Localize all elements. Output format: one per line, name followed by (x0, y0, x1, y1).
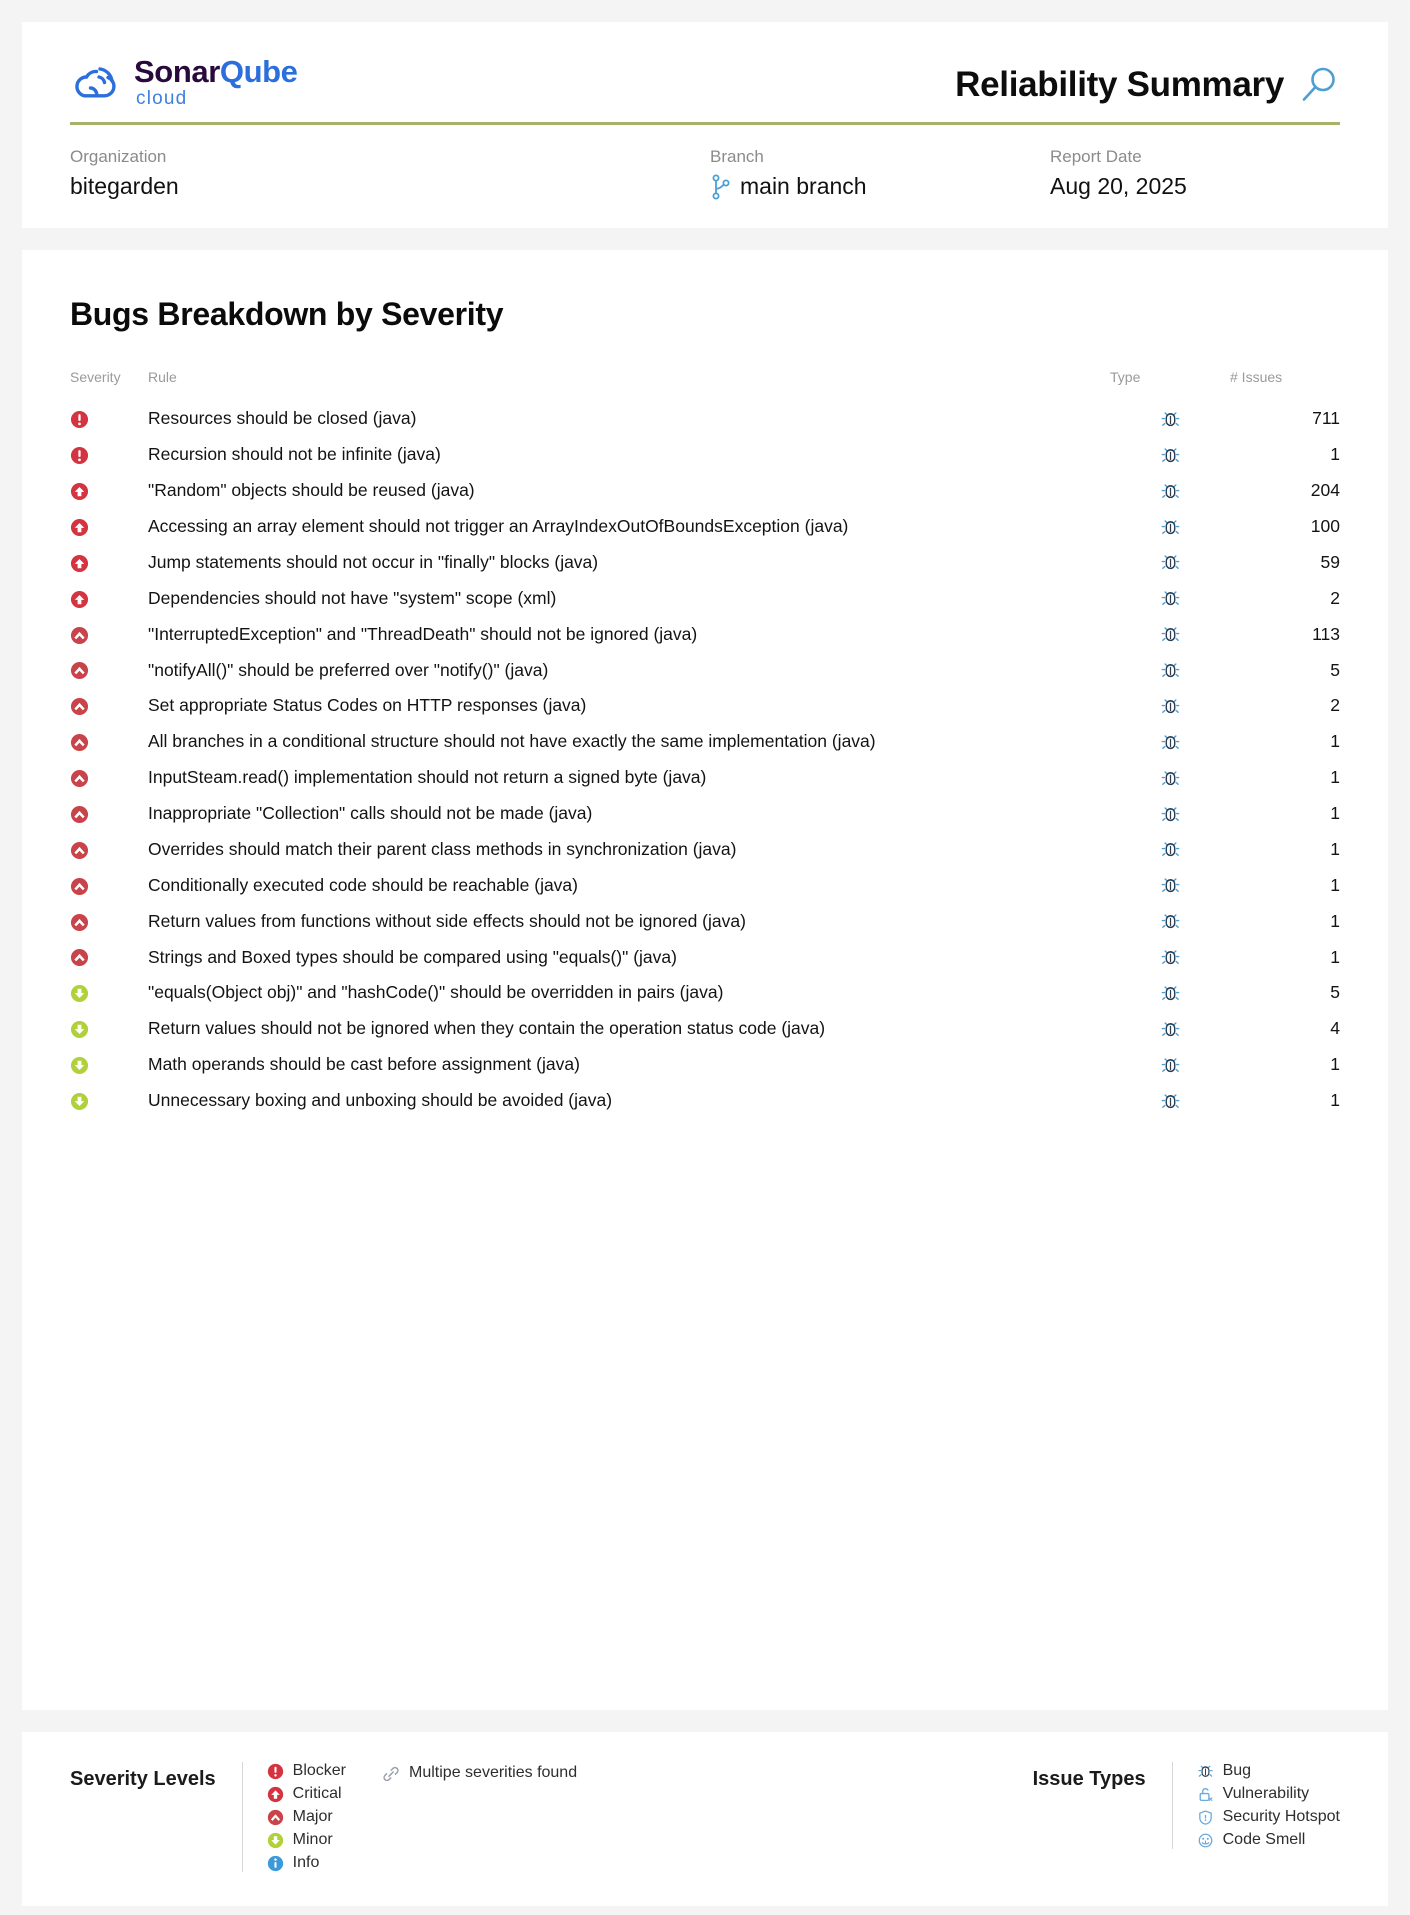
issue-count-cell: 1 (1330, 838, 1340, 859)
bug-icon (1160, 768, 1181, 789)
header-top-row (70, 56, 1340, 125)
bug-icon (1160, 517, 1181, 538)
report-footer (22, 1732, 1388, 1906)
table-row[interactable] (70, 975, 1340, 1011)
major-severity-icon (70, 913, 89, 932)
bug-icon (1160, 445, 1181, 466)
table-row[interactable] (70, 796, 1340, 832)
table-row[interactable] (70, 473, 1340, 509)
issue-count-cell: 1 (1330, 910, 1340, 931)
severity-legend-label: Minor (292, 1831, 333, 1848)
minor-severity-icon (70, 1092, 89, 1111)
table-row[interactable] (70, 437, 1340, 473)
blocker-severity-icon (267, 1763, 284, 1780)
severity-cell (70, 1047, 148, 1083)
major-severity-icon (70, 948, 89, 967)
issue-count-cell: 1 (1330, 803, 1340, 824)
severity-cell (70, 903, 148, 939)
bug-icon (1160, 911, 1181, 932)
severity-cell (70, 760, 148, 796)
type-cell (1110, 509, 1230, 545)
report-date-value: Aug 20, 2025 (1050, 173, 1187, 199)
logo-qube-text: Qube (219, 54, 298, 89)
type-cell (1110, 1047, 1230, 1083)
rule-cell: Inappropriate "Collection" calls should not be made (java) (148, 803, 593, 824)
minor-severity-icon (70, 1020, 89, 1039)
report-metadata (70, 125, 1340, 228)
severity-legend-item-major (267, 1808, 346, 1826)
issue-count-cell: 1 (1330, 731, 1340, 752)
meta-report-date (1050, 147, 1330, 200)
table-row[interactable] (70, 903, 1340, 939)
table-row[interactable] (70, 652, 1340, 688)
meta-organization (70, 147, 710, 200)
magnifier-icon (1298, 64, 1340, 106)
sonarqube-cloud-logo-icon (70, 57, 122, 109)
legend-divider (242, 1762, 243, 1872)
issue-type-item-code_smell (1197, 1831, 1340, 1849)
issue-type-item-bug (1197, 1762, 1340, 1780)
severity-legend-item-critical (267, 1785, 346, 1803)
type-cell (1110, 580, 1230, 616)
rule-cell: Dependencies should not have "system" scope (xml) (148, 587, 557, 608)
bug-icon (1160, 732, 1181, 753)
bug-icon (1160, 875, 1181, 896)
type-cell (1110, 975, 1230, 1011)
issue-count-cell: 1 (1330, 874, 1340, 895)
severity-cell (70, 545, 148, 581)
type-cell (1110, 473, 1230, 509)
rule-cell: Return values from functions without side effects should not be ignored (java) (148, 910, 746, 931)
issue-type-label: Bug (1222, 1762, 1252, 1779)
type-cell (1110, 652, 1230, 688)
type-cell (1110, 1083, 1230, 1119)
bug-icon (1160, 588, 1181, 609)
rule-cell: Overrides should match their parent class methods in synchronization (java) (148, 838, 737, 859)
issue-count-cell: 1 (1330, 767, 1340, 788)
issue-count-cell: 1 (1330, 1090, 1340, 1111)
multi-severity-note (382, 1762, 577, 1783)
table-row[interactable] (70, 939, 1340, 975)
severity-legend-items (267, 1762, 346, 1872)
rule-cell: Resources should be closed (java) (148, 408, 417, 429)
type-cell (1110, 760, 1230, 796)
rule-cell: InputSteam.read() implementation should not return a signed byte (java) (148, 767, 707, 788)
open-lock-icon (1197, 1786, 1214, 1803)
meta-branch (710, 147, 1050, 200)
page-title: Reliability Summary (955, 65, 1284, 104)
issue-count-cell: 5 (1330, 982, 1340, 1003)
severity-legend-label: Info (292, 1854, 320, 1871)
type-cell (1110, 832, 1230, 868)
severity-cell (70, 652, 148, 688)
table-row[interactable] (70, 509, 1340, 545)
bugs-table (70, 369, 1340, 1119)
bug-icon (1160, 983, 1181, 1004)
issue-type-items (1197, 1762, 1340, 1849)
table-row[interactable] (70, 832, 1340, 868)
multi-severity-label: Multipe severities found (409, 1764, 578, 1781)
type-cell (1110, 939, 1230, 975)
type-cell (1110, 401, 1230, 437)
issue-count-cell: 2 (1330, 587, 1340, 608)
organization-value: bitegarden (70, 173, 179, 199)
severity-cell (70, 796, 148, 832)
rule-cell: Unnecessary boxing and unboxing should be avoided (java) (148, 1090, 613, 1111)
blocker-severity-icon (70, 446, 89, 465)
rule-cell: Jump statements should not occur in "finally" blocks (java) (148, 551, 599, 572)
critical-severity-icon (70, 554, 89, 573)
table-row[interactable] (70, 545, 1340, 581)
column-header-severity: Severity (70, 369, 121, 385)
issue-count-cell: 59 (1320, 551, 1340, 572)
type-cell (1110, 437, 1230, 473)
issue-count-cell: 1 (1330, 946, 1340, 967)
issue-types-divider (1172, 1762, 1173, 1849)
critical-severity-icon (70, 518, 89, 537)
report-header (22, 22, 1388, 228)
severity-cell (70, 975, 148, 1011)
issue-type-label: Vulnerability (1222, 1785, 1310, 1802)
severity-cell (70, 688, 148, 724)
critical-severity-icon (267, 1786, 284, 1803)
blocker-severity-icon (70, 410, 89, 429)
table-row[interactable] (70, 1011, 1340, 1047)
rule-cell: "equals(Object obj)" and "hashCode()" should be overridden in pairs (java) (148, 982, 724, 1003)
code-smell-icon (1197, 1832, 1214, 1849)
minor-severity-icon (267, 1832, 284, 1849)
type-cell (1110, 616, 1230, 652)
bug-icon (1197, 1763, 1214, 1780)
organization-label: Organization (70, 147, 167, 166)
bug-icon (1160, 696, 1181, 717)
bug-icon (1160, 660, 1181, 681)
issue-type-item-vulnerability (1197, 1785, 1340, 1803)
info-severity-icon (267, 1855, 284, 1872)
bug-icon (1160, 409, 1181, 430)
severity-cell (70, 616, 148, 652)
severity-cell (70, 867, 148, 903)
branch-icon (710, 174, 732, 200)
table-row[interactable] (70, 1047, 1340, 1083)
major-severity-icon (70, 841, 89, 860)
severity-cell (70, 580, 148, 616)
severity-cell (70, 832, 148, 868)
major-severity-icon (267, 1809, 284, 1826)
rule-cell: All branches in a conditional structure should not have exactly the same implementation (java) (148, 731, 876, 752)
minor-severity-icon (70, 984, 89, 1003)
issue-count-cell: 711 (1312, 408, 1340, 429)
severity-legend-item-minor (267, 1831, 346, 1849)
rule-cell: "notifyAll()" should be preferred over "notify()" (java) (148, 659, 549, 680)
major-severity-icon (70, 769, 89, 788)
column-header-issues: # Issues (1230, 369, 1283, 385)
critical-severity-icon (70, 590, 89, 609)
bug-icon (1160, 839, 1181, 860)
section-title: Bugs Breakdown by Severity (70, 296, 504, 332)
branch-name: main branch (740, 173, 867, 199)
severity-cell (70, 1083, 148, 1119)
issue-count-cell: 204 (1310, 480, 1340, 501)
severity-cell (70, 724, 148, 760)
main-content (22, 250, 1388, 1710)
bug-icon (1160, 1019, 1181, 1040)
column-header-rule: Rule (148, 369, 177, 385)
issue-types-title: Issue Types (1032, 1768, 1146, 1790)
rule-cell: Math operands should be cast before assignment (java) (148, 1054, 580, 1075)
table-row[interactable] (70, 867, 1340, 903)
issue-count-cell: 4 (1330, 1018, 1340, 1039)
major-severity-icon (70, 805, 89, 824)
type-cell (1110, 903, 1230, 939)
type-cell (1110, 688, 1230, 724)
column-header-type: Type (1110, 369, 1141, 385)
report-title-group (955, 64, 1340, 110)
bug-icon (1160, 552, 1181, 573)
severity-cell (70, 473, 148, 509)
report-date-label: Report Date (1050, 147, 1142, 166)
critical-severity-icon (70, 482, 89, 501)
table-row[interactable] (70, 401, 1340, 437)
severity-legend (70, 1762, 346, 1872)
issue-count-cell: 1 (1330, 444, 1340, 465)
rule-cell: Conditionally executed code should be reachable (java) (148, 874, 578, 895)
severity-legend-label: Blocker (292, 1762, 347, 1779)
bug-icon (1160, 624, 1181, 645)
severity-legend-label: Critical (292, 1785, 342, 1802)
rule-cell: "Random" objects should be reused (java) (148, 480, 475, 501)
table-header-row (70, 369, 1340, 401)
logo-wordmark (134, 56, 298, 110)
severity-cell (70, 1011, 148, 1047)
type-cell (1110, 545, 1230, 581)
major-severity-icon (70, 697, 89, 716)
table-row[interactable] (70, 580, 1340, 616)
major-severity-icon (70, 877, 89, 896)
table-row[interactable] (70, 760, 1340, 796)
branch-value-group (710, 173, 1050, 200)
issue-count-cell: 113 (1312, 623, 1340, 644)
severity-cell (70, 509, 148, 545)
severity-legend-item-blocker (267, 1762, 346, 1780)
rule-cell: Return values should not be ignored when they contain the operation status code (java) (148, 1018, 826, 1039)
minor-severity-icon (70, 1056, 89, 1075)
logo-sonar-text: Sonar (134, 54, 220, 89)
table-row[interactable] (70, 724, 1340, 760)
type-cell (1110, 1011, 1230, 1047)
chain-link-icon (382, 1765, 400, 1783)
issue-type-label: Code Smell (1222, 1831, 1306, 1848)
severity-cell (70, 939, 148, 975)
sonarqube-logo (70, 56, 298, 110)
issue-count-cell: 100 (1310, 516, 1340, 537)
major-severity-icon (70, 661, 89, 680)
rule-cell: Strings and Boxed types should be compared using "equals()" (java) (148, 946, 677, 967)
type-cell (1110, 724, 1230, 760)
bug-icon (1160, 1091, 1181, 1112)
rule-cell: Set appropriate Status Codes on HTTP responses (java) (148, 695, 587, 716)
logo-cloud-text: cloud (136, 88, 188, 109)
severity-cell (70, 437, 148, 473)
bug-icon (1160, 1055, 1181, 1076)
table-row[interactable] (70, 688, 1340, 724)
severity-legend-title: Severity Levels (70, 1768, 216, 1790)
type-cell (1110, 867, 1230, 903)
severity-cell (70, 401, 148, 437)
bugs-table-body (70, 401, 1340, 1119)
issue-types-legend (1033, 1762, 1340, 1849)
shield-icon (1197, 1809, 1214, 1826)
rule-cell: "InterruptedException" and "ThreadDeath" should not be ignored (java) (148, 623, 698, 644)
rule-cell: Recursion should not be infinite (java) (148, 444, 441, 465)
issue-type-item-security_hotspot (1197, 1808, 1340, 1826)
major-severity-icon (70, 626, 89, 645)
issue-count-cell: 1 (1330, 1054, 1340, 1075)
issue-count-cell: 2 (1330, 695, 1340, 716)
bug-icon (1160, 481, 1181, 502)
bug-icon (1160, 947, 1181, 968)
issue-type-label: Security Hotspot (1222, 1808, 1340, 1825)
severity-legend-item-info (267, 1854, 346, 1872)
severity-legend-label: Major (292, 1808, 333, 1825)
type-cell (1110, 796, 1230, 832)
issue-count-cell: 5 (1330, 659, 1340, 680)
bug-icon (1160, 804, 1181, 825)
branch-label: Branch (710, 147, 764, 166)
rule-cell: Accessing an array element should not trigger an ArrayIndexOutOfBoundsException (java) (148, 516, 849, 537)
major-severity-icon (70, 733, 89, 752)
table-row[interactable] (70, 616, 1340, 652)
table-row[interactable] (70, 1083, 1340, 1119)
